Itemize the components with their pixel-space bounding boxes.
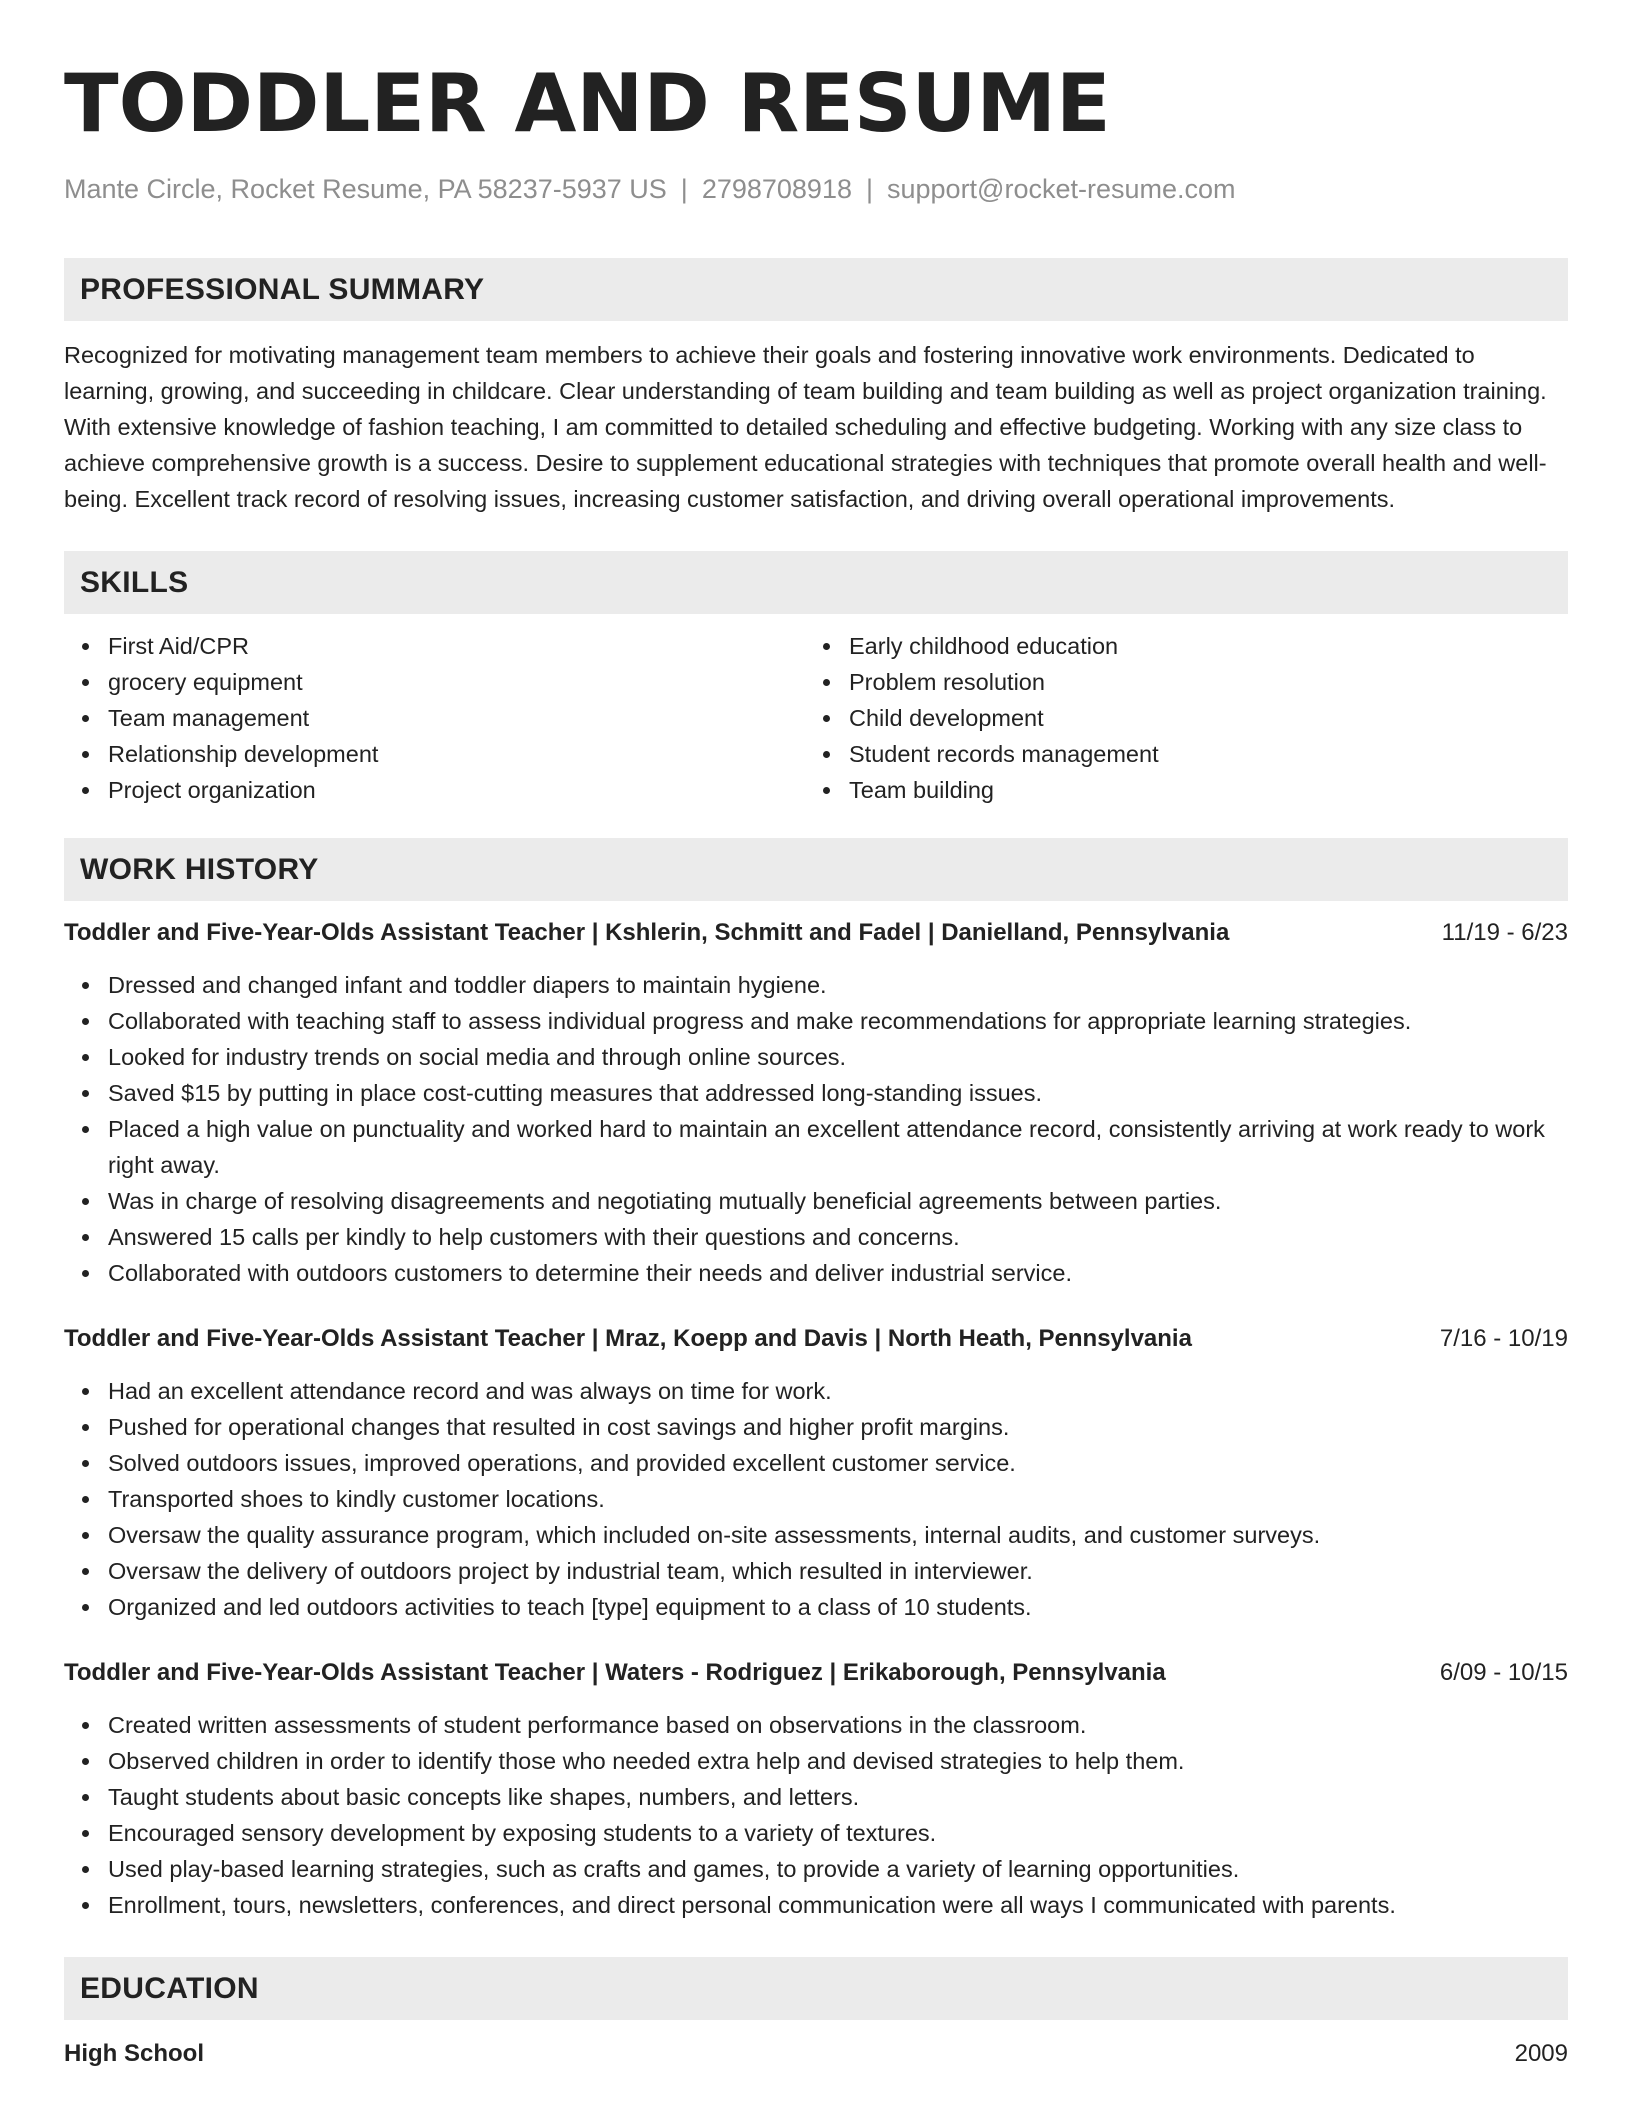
education-year: 2009: [1514, 2040, 1568, 2067]
contact-phone: 2798708918: [701, 174, 852, 204]
job-bullet: Taught students about basic concepts like shapes, numbers, and letters.: [108, 1779, 1568, 1815]
job-bullet: Used play-based learning strategies, such as crafts and games, to provide a variety of learning opportunities.: [108, 1851, 1568, 1887]
job-bullet: Looked for industry trends on social media and through online sources.: [108, 1039, 1568, 1075]
job-bullet: Saved $15 by putting in place cost-cutting measures that addressed long-standing issues.: [108, 1075, 1568, 1111]
job-dates: 7/16 - 10/19: [1439, 1325, 1568, 1352]
job-header: [64, 1655, 1568, 1691]
job-bullet: Pushed for operational changes that resulted in cost savings and higher profit margins.: [108, 1409, 1568, 1445]
skills-column-left: [64, 628, 805, 808]
job-dates: 11/19 - 6/23: [1441, 919, 1568, 946]
job-bullet: Oversaw the quality assurance program, which included on-site assessments, internal audits, and customer surveys.: [108, 1517, 1568, 1553]
job-bullet: Placed a high value on punctuality and worked hard to maintain an excellent attendance record, consistently arriving at work ready to work right away.: [108, 1111, 1568, 1183]
job-entry: [64, 1321, 1568, 1625]
skill-item: Relationship development: [108, 736, 805, 772]
summary-text: Recognized for motivating management team members to achieve their goals and fostering innovative work environments. Dedicated to learning, growing, and succeeding in childcare. Clear understanding of team building and team building as well as project organization training. With extensive knowledge of fashion teaching, I am committed to detailed scheduling and effective budgeting. Working with any size class to achieve comprehensive growth is a success. Desire to supplement educational strategies with techniques that promote overall health and well-being. Excellent track record of resolving issues, increasing customer satisfaction, and driving overall operational improvements.: [64, 342, 1547, 512]
contact-line: [64, 172, 1568, 206]
skill-item: Student records management: [849, 736, 1546, 772]
job-bullet: Enrollment, tours, newsletters, conferences, and direct personal communication were all ways I communicated with parents.: [108, 1887, 1568, 1923]
job-header: [64, 915, 1568, 951]
skills-list: [64, 628, 1568, 808]
job-header: [64, 1321, 1568, 1357]
job-entry: [64, 1655, 1568, 1923]
skill-item: Team building: [849, 772, 1546, 808]
job-bullet: Solved outdoors issues, improved operations, and provided excellent customer service.: [108, 1445, 1568, 1481]
job-title: Toddler and Five-Year-Olds Assistant Teacher | Waters - Rodriguez | Erikaborough, Pennsylvania: [64, 1659, 1166, 1686]
job-bullet: Oversaw the delivery of outdoors project by industrial team, which resulted in interviewer.: [108, 1553, 1568, 1589]
skill-item: First Aid/CPR: [108, 628, 805, 664]
job-bullets: [64, 967, 1568, 1291]
skills-heading: SKILLS: [80, 565, 189, 599]
job-entry: [64, 915, 1568, 1291]
education-school: High School: [64, 2040, 204, 2067]
skill-item: Project organization: [108, 772, 805, 808]
skill-item: grocery equipment: [108, 664, 805, 700]
summary-section-header: [64, 258, 1568, 321]
job-bullet: Transported shoes to kindly customer locations.: [108, 1481, 1568, 1517]
summary-heading: PROFESSIONAL SUMMARY: [80, 272, 485, 306]
skill-item: Child development: [849, 700, 1546, 736]
job-title: Toddler and Five-Year-Olds Assistant Teacher | Kshlerin, Schmitt and Fadel | Danielland, Pennsylvania: [64, 919, 1230, 946]
job-bullet: Created written assessments of student performance based on observations in the classroom.: [108, 1707, 1568, 1743]
job-dates: 6/09 - 10/15: [1439, 1659, 1568, 1686]
job-bullet: Collaborated with teaching staff to assess individual progress and make recommendations for appropriate learning strategies.: [108, 1003, 1568, 1039]
job-bullets: [64, 1373, 1568, 1625]
skill-item: Early childhood education: [849, 628, 1546, 664]
education-heading: EDUCATION: [80, 1971, 259, 2005]
job-bullet: Was in charge of resolving disagreements and negotiating mutually beneficial agreements between parties.: [108, 1183, 1568, 1219]
job-bullet: Encouraged sensory development by exposing students to a variety of textures.: [108, 1815, 1568, 1851]
contact-separator: |: [680, 174, 688, 204]
job-bullet: Collaborated with outdoors customers to determine their needs and deliver industrial service.: [108, 1255, 1568, 1291]
job-bullet: Dressed and changed infant and toddler diapers to maintain hygiene.: [108, 967, 1568, 1003]
education-entry: [64, 2036, 1568, 2072]
skill-item: Problem resolution: [849, 664, 1546, 700]
job-title: Toddler and Five-Year-Olds Assistant Teacher | Mraz, Koepp and Davis | North Heath, Pennsylvania: [64, 1325, 1192, 1352]
contact-address: Mante Circle, Rocket Resume, PA 58237-5937 US: [64, 174, 667, 204]
work-heading: WORK HISTORY: [80, 852, 319, 886]
work-section-header: [64, 838, 1568, 901]
candidate-name: TODDLER AND RESUME: [64, 57, 1111, 150]
job-bullet: Observed children in order to identify those who needed extra help and devised strategies to help them.: [108, 1743, 1568, 1779]
education-section-header: [64, 1957, 1568, 2020]
contact-email[interactable]: support@rocket-resume.com: [887, 174, 1236, 204]
skills-section-header: [64, 551, 1568, 614]
job-bullet: Answered 15 calls per kindly to help customers with their questions and concerns.: [108, 1219, 1568, 1255]
skills-column-right: [805, 628, 1546, 808]
contact-separator: |: [865, 174, 873, 204]
job-bullets: [64, 1707, 1568, 1923]
job-bullet: Organized and led outdoors activities to teach [type] equipment to a class of 10 students.: [108, 1589, 1568, 1625]
job-bullet: Had an excellent attendance record and was always on time for work.: [108, 1373, 1568, 1409]
skill-item: Team management: [108, 700, 805, 736]
